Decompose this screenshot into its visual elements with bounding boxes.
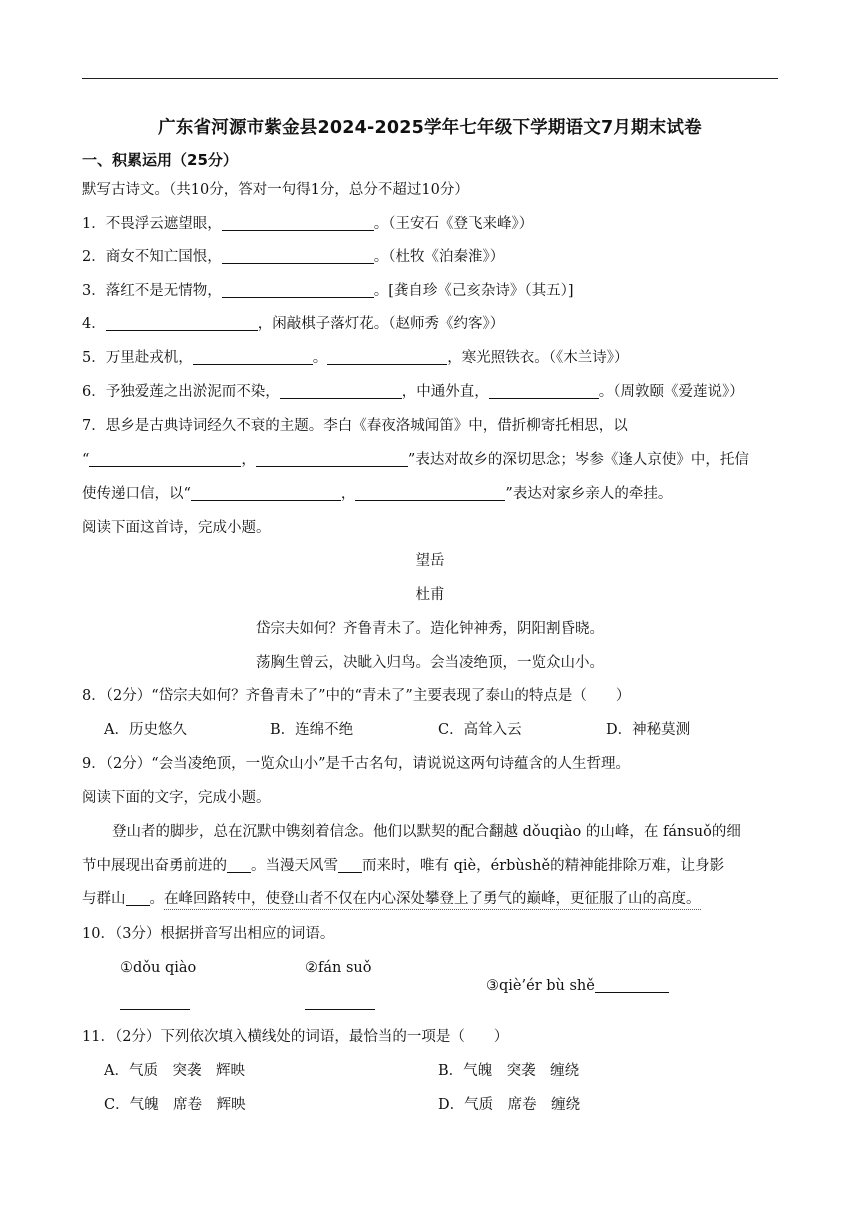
question-7-line-2 [82, 450, 749, 470]
q7-blank-3[interactable] [191, 485, 341, 501]
q1-blank[interactable] [222, 215, 374, 231]
q2-blank[interactable] [222, 248, 374, 264]
q10-item-1 [120, 958, 196, 978]
question-3 [82, 281, 574, 301]
passage-underlined-sentence: 在峰回路转中，使登山者不仅在内心深处攀登上了勇气的巅峰，更征服了山的高度。 [164, 889, 701, 910]
question-2 [82, 247, 504, 267]
passage-blank-2[interactable] [338, 857, 362, 873]
q1-source: 。（王安石《登飞来峰》） [373, 216, 534, 232]
q6-blank-1[interactable] [280, 383, 402, 399]
q8-option-c[interactable]: C．高耸入云 [438, 722, 522, 738]
q2-source: 。（杜牧《泊秦淮》） [373, 249, 505, 265]
poem-title: 望岳 [415, 553, 445, 569]
q10-item-2 [305, 958, 371, 978]
q3-blank[interactable] [222, 282, 374, 298]
q3-source: 。[龚自珍《己亥杂诗》（其五）] [373, 283, 574, 299]
q6-mid: ，中通外直， [401, 384, 489, 400]
passage-line-1: 登山者的脚步，总在沉默中镌刻着信念。他们以默契的配合翻越 dǒuqiào 的山峰，在 fánsuǒ的细 [112, 824, 741, 840]
q7-comma-2: ， [340, 486, 356, 502]
q7-text-2: ”表达对故乡的深切思念；岑参《逢人京使》中，托信 [407, 452, 749, 468]
q7-blank-1[interactable] [89, 451, 241, 467]
q4-text: 4． [82, 316, 106, 332]
q7-blank-4[interactable] [355, 485, 505, 501]
poem-author: 杜甫 [415, 587, 445, 603]
reading-instruction-1: 阅读下面这首诗，完成小题。 [82, 520, 271, 536]
q5-source: ，寒光照铁衣。（《木兰诗》） [447, 350, 629, 366]
question-4 [82, 314, 504, 334]
q10-item-2-pinyin: fán suǒ [318, 960, 372, 976]
q5-blank-1[interactable] [193, 349, 313, 365]
q6-blank-2[interactable] [489, 383, 599, 399]
instructions: 默写古诗文。（共10分，答对一句得1分，总分不超过10分） [82, 182, 469, 198]
q3-text: 3．落红不是无情物， [82, 283, 222, 299]
q11-option-a[interactable]: A．气质 突袭 辉映 [104, 1063, 245, 1079]
q7-text-3: 使传递口信，以“ [82, 486, 191, 502]
q5-blank-2[interactable] [327, 349, 447, 365]
passage-text-2b: 。当漫天风雪 [251, 858, 338, 874]
q10-item-3-pinyin: qiè’ér bù shě [499, 978, 595, 994]
q10-answer-line-3[interactable] [595, 977, 669, 993]
passage-line-2 [82, 856, 724, 876]
q11-option-d[interactable]: D．气质 席卷 缠绕 [438, 1097, 581, 1113]
q10-item-1-num: ① [120, 960, 133, 976]
q6-source: 。（周敦颐《爱莲说》） [598, 384, 744, 400]
q10-item-2-num: ② [305, 960, 318, 976]
poem-line-2: 荡胸生曾云，决眦入归鸟。会当凌绝顶，一览众山小。 [256, 655, 604, 671]
q4-blank[interactable] [106, 315, 258, 331]
q8-option-a[interactable]: A．历史悠久 [104, 722, 187, 738]
question-7-line-1: 7．思乡是古典诗词经久不衰的主题。李白《春夜洛城闻笛》中，借折柳寄托相思，以 [82, 418, 628, 434]
header-rule [82, 78, 778, 79]
passage-text-2c: 而来时，唯有 qiè，érbùshě的精神能排除万难，让身影 [362, 858, 725, 874]
passage-text-3b: 。 [149, 891, 164, 907]
q1-text: 1．不畏浮云遮望眼， [82, 216, 222, 232]
section-heading: 一、积累运用（25分） [82, 151, 238, 169]
q10-item-3-num: ③ [486, 978, 499, 994]
q11-option-c[interactable]: C．气魄 席卷 辉映 [104, 1097, 246, 1113]
question-6 [82, 382, 744, 402]
question-1 [82, 214, 533, 234]
q8-option-d[interactable]: D．神秘莫测 [606, 722, 691, 738]
question-10: 10．（3分）根据拼音写出相应的词语。 [82, 926, 335, 942]
q6-text: 6．予独爱莲之出淤泥而不染， [82, 384, 280, 400]
q7-blank-2[interactable] [256, 451, 408, 467]
q10-answer-line-2[interactable] [305, 1009, 375, 1010]
q5-text: 5．万里赴戎机， [82, 350, 193, 366]
passage-blank-3[interactable] [126, 890, 150, 906]
passage-text-2a: 节中展现出奋勇前进的 [82, 858, 227, 874]
passage-line-3 [82, 889, 701, 910]
q5-mid: 。 [312, 350, 328, 366]
q7-comma: ， [241, 452, 256, 468]
q4-source: ，闲敲棋子落灯花。（赵师秀《约客》） [257, 316, 505, 332]
question-5 [82, 348, 628, 368]
question-8: 8．（2分）“岱宗夫如何？齐鲁青未了”中的“青未了”主要表现了泰山的特点是（ ） [82, 688, 631, 704]
page-title: 广东省河源市紫金县2024-2025学年七年级下学期语文7月期末试卷 [158, 118, 702, 138]
q8-option-b[interactable]: B．连绵不绝 [270, 722, 354, 738]
passage-text-3a: 与群山 [82, 891, 126, 907]
q7-text-4: ”表达对家乡亲人的牵挂。 [505, 486, 673, 502]
q2-text: 2．商女不知亡国恨， [82, 249, 222, 265]
poem-line-1: 岱宗夫如何？齐鲁青未了。造化钟神秀，阴阳割昏晓。 [256, 621, 604, 637]
passage-blank-1[interactable] [227, 857, 251, 873]
q10-item-1-pinyin: dǒu qiào [133, 960, 197, 976]
question-7-line-3 [82, 484, 672, 504]
question-9: 9．（2分）“会当凌绝顶，一览众山小”是千古名句，请说说这两句诗蕴含的人生哲理。 [82, 756, 631, 772]
q10-item-3 [486, 976, 669, 996]
reading-instruction-2: 阅读下面的文字，完成小题。 [82, 790, 271, 806]
q7-quote-open: “ [82, 452, 90, 468]
q11-option-b[interactable]: B．气魄 突袭 缠绕 [438, 1063, 580, 1079]
question-11: 11．（2分）下列依次填入横线处的词语，最恰当的一项是（ ） [82, 1029, 509, 1045]
q10-answer-line-1[interactable] [120, 1009, 190, 1010]
